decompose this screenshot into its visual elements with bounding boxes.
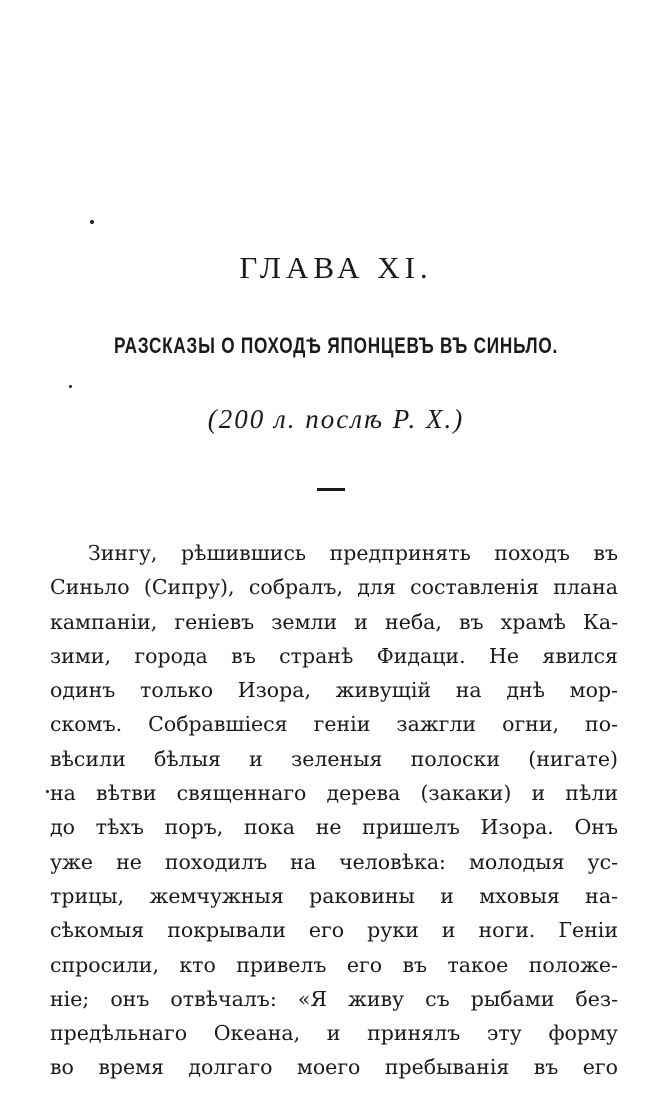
- text-line: зими, города въ странѣ Фидаци. Не явился: [50, 643, 618, 668]
- text-line: Зингу, рѣшившись предпринять походъ въ: [88, 541, 618, 565]
- section-divider: [317, 488, 345, 491]
- text-line: кампаніи, геніевъ земли и неба, въ храмѣ Ка-: [50, 609, 618, 634]
- ink-speck: [46, 790, 49, 793]
- chapter-date: (200 л. послѣ Р. Х.): [207, 404, 465, 434]
- text-line: уже не походилъ на человѣка: молодыя ус-: [50, 849, 618, 874]
- text-line: сѣкомыя покрывали его руки и ноги. Геніи: [50, 918, 618, 943]
- body-paragraph: [50, 536, 618, 1085]
- text-line: до тѣхъ поръ, пока не пришелъ Изора. Онъ: [50, 815, 618, 840]
- text-line: во время долгаго моего пребыванія въ его: [50, 1055, 618, 1080]
- text-line: на вѣтви священнаго дерева (закаки) и пѣли: [50, 781, 618, 806]
- ink-speck: [69, 385, 72, 388]
- text-line: скомъ. Собравшіеся геніи зажгли огни, по-: [50, 712, 618, 737]
- text-line: предѣльнаго Океана, и принялъ эту форму: [50, 1021, 618, 1046]
- text-line: Синьло (Сипру), собралъ, для составленія плана: [50, 575, 618, 600]
- text-line: спросили, кто привелъ его въ такое положе-: [50, 952, 618, 977]
- ink-speck: [90, 220, 94, 224]
- text-line: трицы, жемчужныя раковины и мховыя на-: [50, 883, 618, 908]
- chapter-subtitle: РАЗСКАЗЫ О ПОХОДѢ ЯПОНЦЕВЪ ВЪ СИНЬЛО.: [113, 333, 559, 358]
- chapter-title: ГЛАВА XI.: [239, 250, 433, 285]
- text-line: ніе; онъ отвѣчалъ: «Я живу съ рыбами без-: [50, 986, 618, 1011]
- text-line: вѣсили бѣлыя и зеленыя полоски (нигате): [50, 746, 618, 771]
- text-line: одинъ только Изора, живущій на днѣ мор-: [50, 678, 618, 703]
